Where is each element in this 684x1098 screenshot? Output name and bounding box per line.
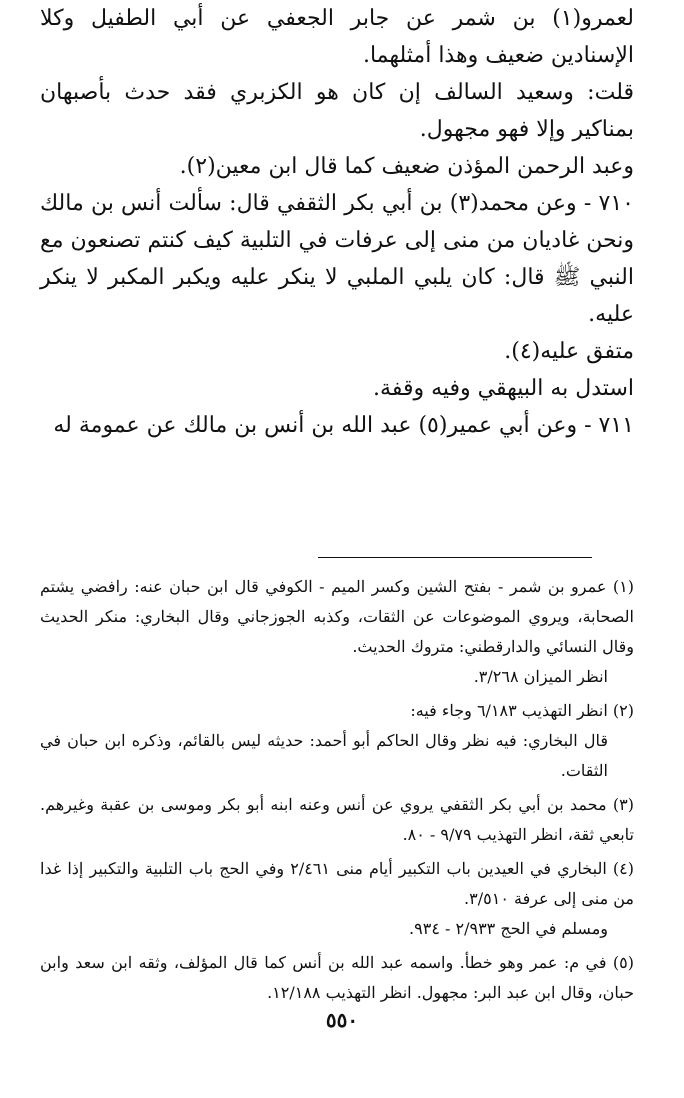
- footnotes: [40, 572, 634, 1012]
- footnote-2-text: (٢) انظر التهذيب ٦/١٨٣ وجاء فيه:: [410, 701, 634, 720]
- page-number: ٥٥٠: [325, 1008, 359, 1032]
- main-paragraph-3: وعبد الرحمن المؤذن ضعيف كما قال ابن معين(٢).: [179, 154, 634, 179]
- footnote-4-text: (٤) البخاري في العيدين باب التكبير أيام منى ٢/٤٦١ وفي الحج باب التلبية والتكبير إذا غدا من منى إلى عرفة ٣/٥١٠.: [40, 859, 635, 908]
- footnote-5: [40, 948, 634, 1008]
- footnote-2-quote: قال البخاري: فيه نظر وقال الحاكم أبو أحمد: حديثه ليس بالقائم، وذكره ابن حبان في الثقات.: [40, 731, 608, 780]
- main-paragraph-2: قلت: وسعيد السالف إن كان هو الكزبري فقد حدث بأصبهان بمناكير وإلا فهو مجهول.: [40, 80, 634, 142]
- footnote-divider: [318, 557, 592, 558]
- main-paragraph-6: استدل به البيهقي وفيه وقفة.: [373, 376, 634, 401]
- footnote-3-text: (٣) محمد بن أبي بكر الثقفي يروي عن أنس وعنه ابنه أبو بكر وموسى بن عقبة وغيرهم. تابعي ثقة، انظر التهذيب ٩/٧٩ - ٨٠.: [40, 795, 634, 844]
- footnote-3: [40, 790, 634, 850]
- hadith-711: ٧١١ - وعن أبي عمير(٥) عبد الله بن أنس بن مالك عن عمومة له: [53, 413, 634, 438]
- main-text: [40, 0, 634, 444]
- footnote-4-ref: ومسلم في الحج ٢/٩٣٣ - ٩٣٤.: [409, 919, 608, 938]
- main-paragraph-1: لعمرو(١) بن شمر عن جابر الجعفي عن أبي الطفيل وكلا الإسنادين ضعيف وهذا أمثلهما.: [40, 6, 634, 68]
- footnote-1-ref: انظر الميزان ٣/٢٦٨.: [473, 667, 608, 686]
- footnote-4: [40, 854, 634, 944]
- footnote-1-text: (١) عمرو بن شمر - بفتح الشين وكسر الميم - الكوفي قال ابن حبان عنه: رافضي يشتم الصحابة، ويروي الموضوعات عن الثقات، وكذبه الجوزجاني وقال البخاري: منكر الحديث وقال النسائي والدارقطني: متروك الحديث.: [40, 577, 634, 656]
- hadith-710: ٧١٠ - وعن محمد(٣) بن أبي بكر الثقفي قال: سألت أنس بن مالك ونحن غاديان من منى إلى عرفات في التلبية كيف كنتم تصنعون مع النبي ﷺ قال: كان يلبي الملبي لا ينكر عليه ويكبر المكبر لا ينكر عليه.: [40, 191, 634, 327]
- main-paragraph-5: متفق عليه(٤).: [504, 339, 634, 364]
- footnote-2: [40, 696, 634, 786]
- footnote-1: [40, 572, 634, 692]
- footnote-5-text: (٥) في م: عمر وهو خطأ. واسمه عبد الله بن أنس كما قال المؤلف، وثقه ابن سعد وابن حبان، وقال ابن عبد البر: مجهول. انظر التهذيب ١٢/١٨٨.: [40, 953, 635, 1002]
